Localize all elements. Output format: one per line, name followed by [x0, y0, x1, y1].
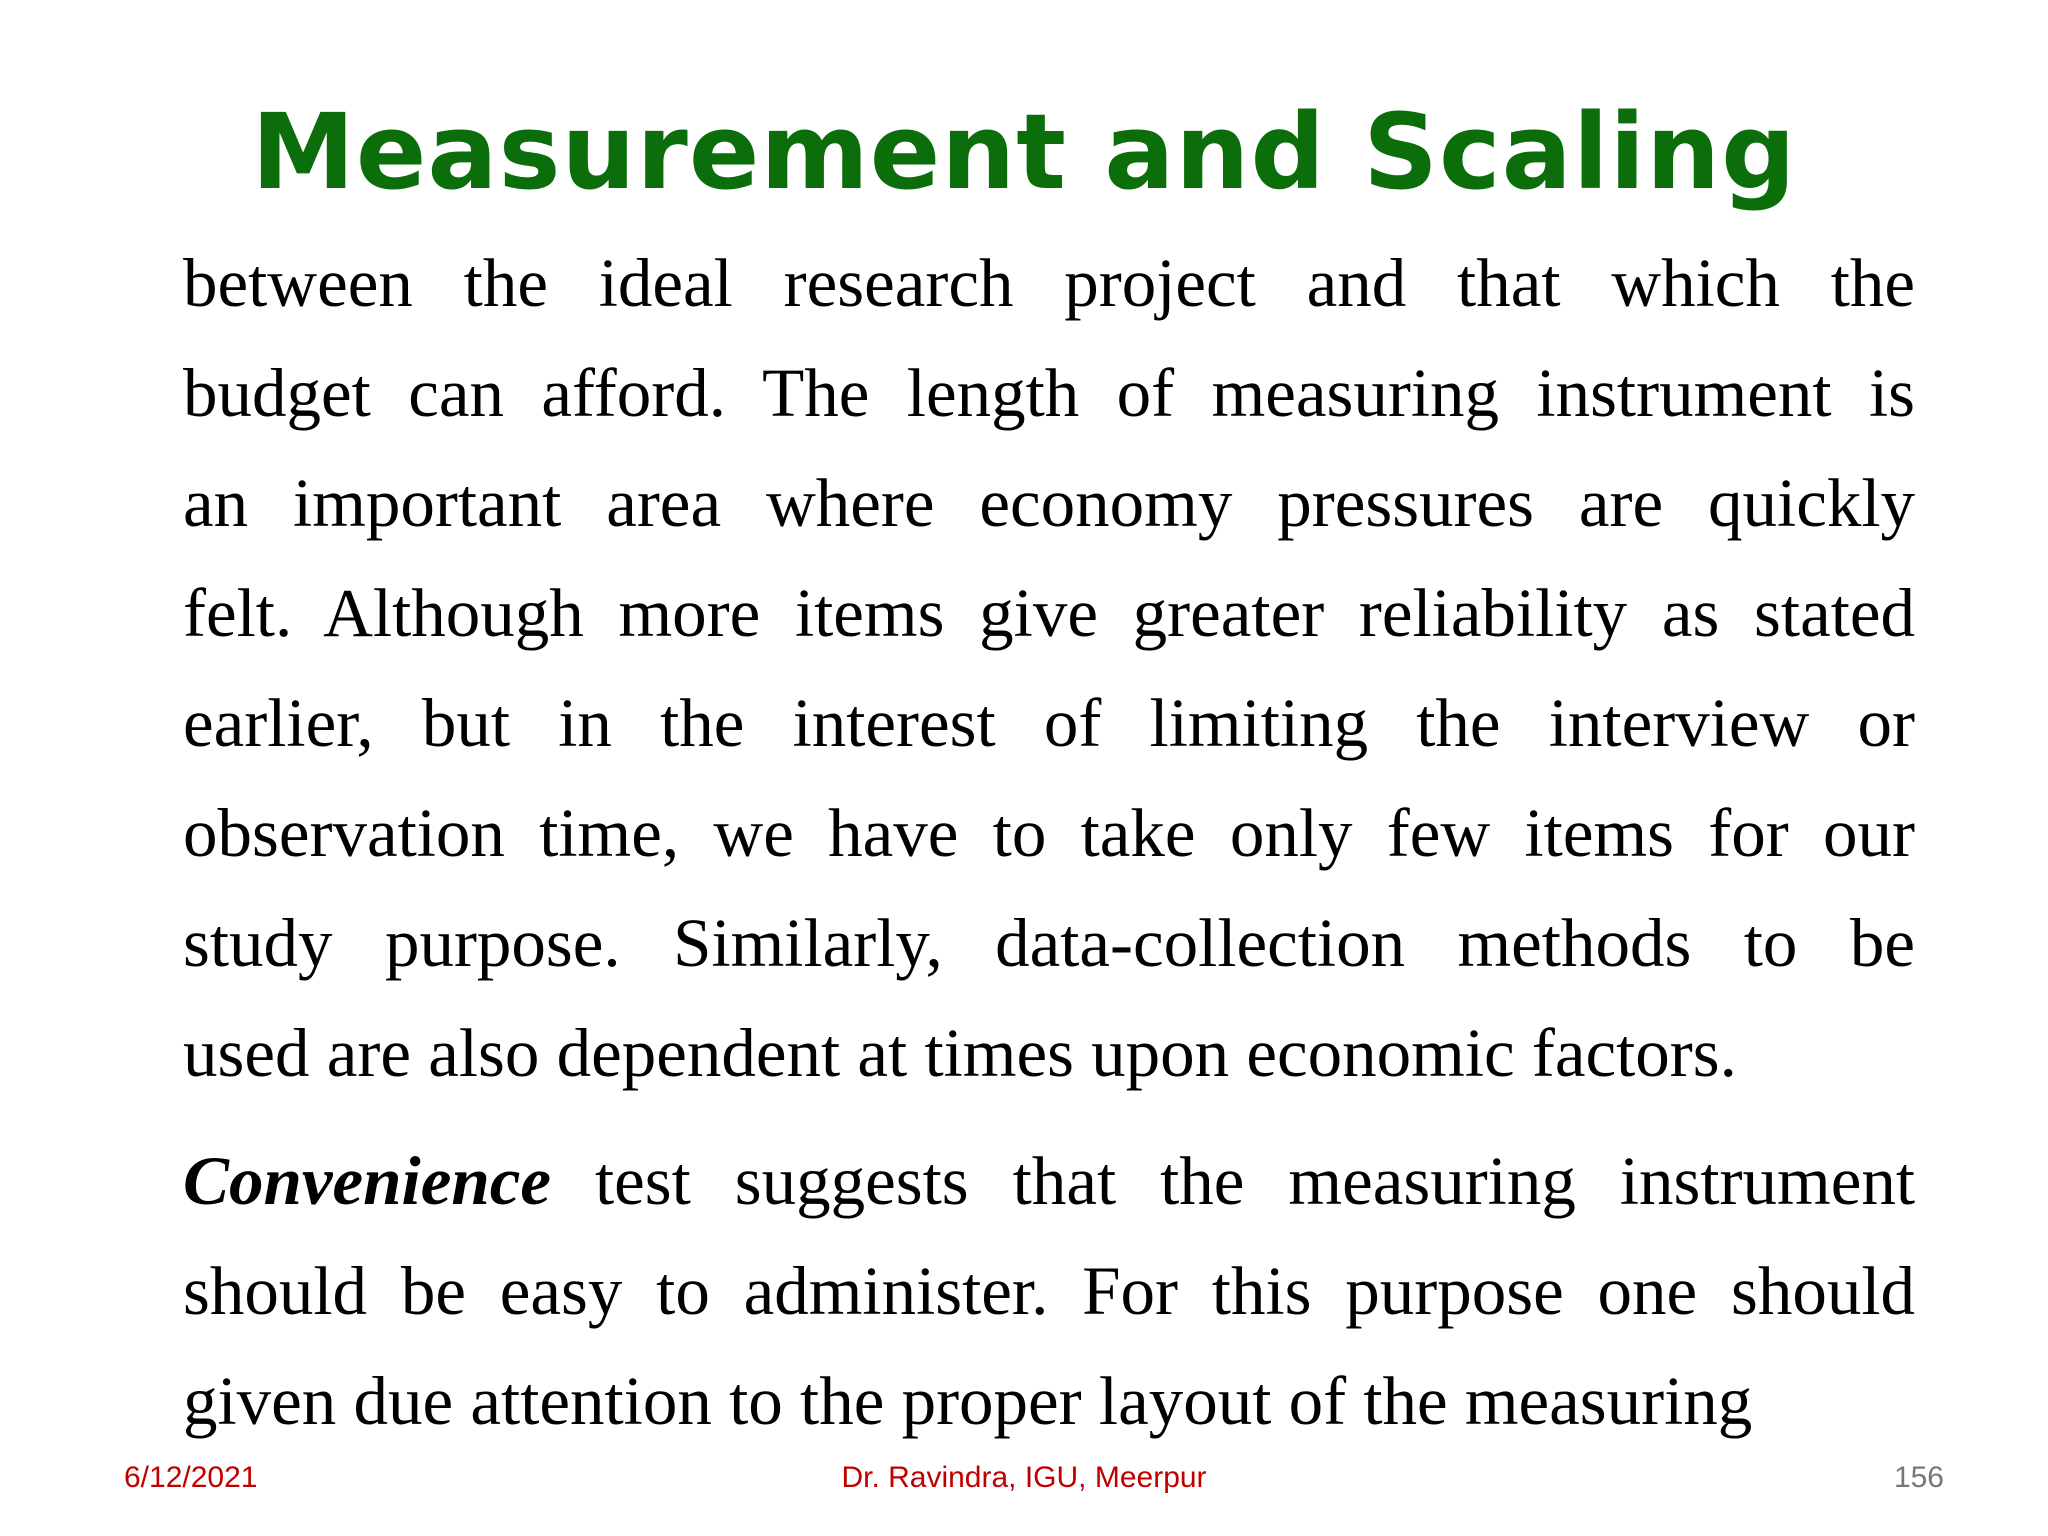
paragraph-convenience: [183, 1126, 1915, 1456]
convenience-term: Convenience: [183, 1143, 551, 1219]
text-line: should be easy to administer. For this purpose one should: [183, 1253, 1915, 1329]
footer-author: Dr. Ravindra, IGU, Meerpur: [841, 1461, 1207, 1494]
text-line: used are also dependent at times upon economic factors.: [183, 1015, 1737, 1091]
paragraph-economy: [183, 228, 1915, 1108]
text-line: budget can afford. The length of measuring instrument is: [183, 355, 1915, 431]
text-line: earlier, but in the interest of limiting the interview or: [183, 685, 1915, 761]
text-line: felt. Although more items give greater reliability as stated: [183, 575, 1915, 651]
slide-title: Measurement and Scaling: [251, 91, 1797, 213]
text-line: given due attention to the proper layout of the measuring: [183, 1363, 1753, 1439]
text-line: between the ideal research project and that which the: [183, 245, 1915, 321]
page-number: 156: [1893, 1461, 1944, 1494]
text-line: [183, 1126, 1915, 1236]
footer-date: 6/12/2021: [124, 1461, 258, 1494]
text-line: study purpose. Similarly, data-collection methods to be: [183, 905, 1915, 981]
text-line: an important area where economy pressures are quickly: [183, 465, 1915, 541]
text-fragment: test suggests that the measuring instrument: [550, 1143, 1915, 1219]
text-line: observation time, we have to take only few items for our: [183, 795, 1915, 871]
